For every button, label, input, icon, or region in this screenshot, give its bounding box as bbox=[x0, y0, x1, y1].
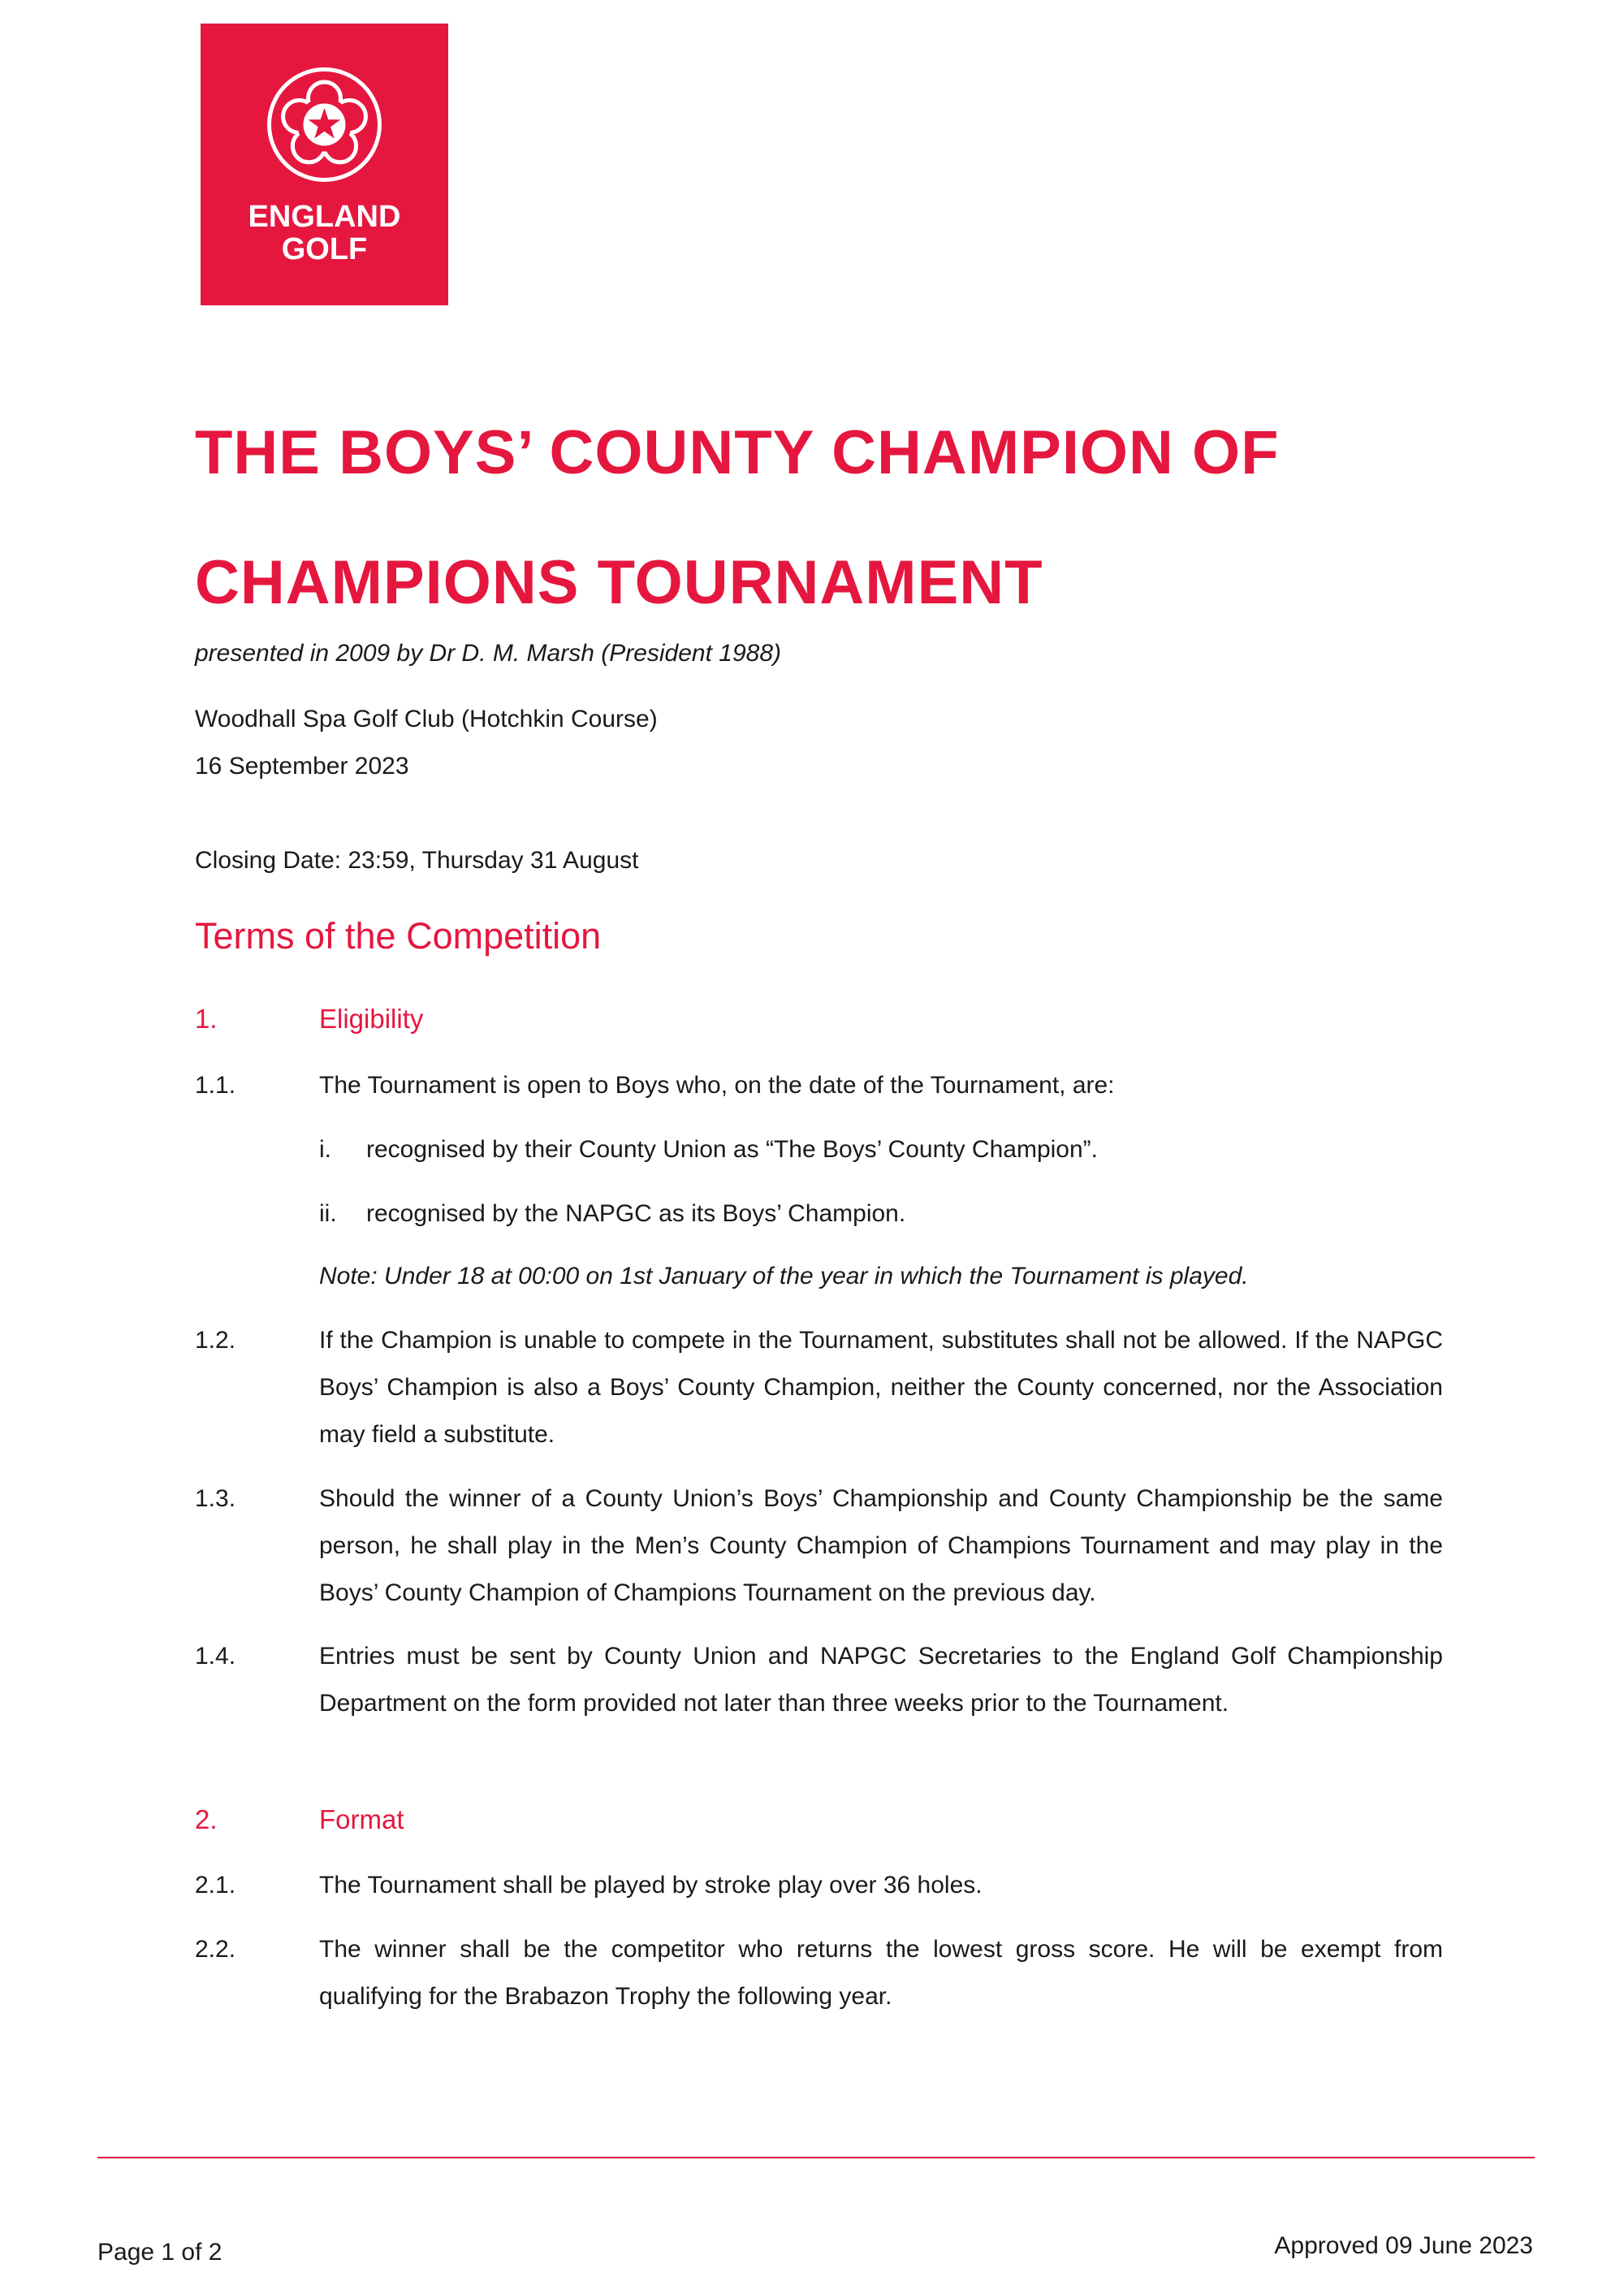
logo-text-line1: ENGLAND bbox=[248, 200, 401, 234]
list-item: recognised by their County Union as “The Boys’ County Champion”. bbox=[366, 1136, 1098, 1163]
approval-date: Approved 09 June 2023 bbox=[1274, 2232, 1533, 2259]
clause-text: The Tournament shall be played by stroke play over 36 holes. bbox=[319, 1872, 983, 1899]
venue: Woodhall Spa Golf Club (Hotchkin Course) bbox=[195, 706, 658, 732]
section-number: 2. bbox=[195, 1804, 218, 1834]
clause-text: The Tournament is open to Boys who, on the date of the Tournament, are: bbox=[319, 1072, 1115, 1099]
list-marker: i. bbox=[319, 1136, 331, 1163]
clause-text: Should the winner of a County Union’s Boys’ Championship and County Championship be the same person, he shall play in the Men’s County Champion of Champions Tournament and may play in the Boys’ County Champion of Champions Tournament on the previous day. bbox=[319, 1485, 1443, 1606]
footer-divider bbox=[97, 2157, 1535, 2158]
closing-date: Closing Date: 23:59, Thursday 31 August bbox=[195, 847, 639, 874]
england-golf-logo bbox=[201, 24, 448, 305]
clause-text: The winner shall be the competitor who returns the lowest gross score. He will be exempt from qualifying for the Brabazon Trophy the following year. bbox=[319, 1936, 1443, 2010]
age-note: Note: Under 18 at 00:00 on 1st January of the year in which the Tournament is played. bbox=[319, 1263, 1249, 1290]
clause-text: If the Champion is unable to compete in the Tournament, substitutes shall not be allowed. If the NAPGC Boys’ Champion is also a Boys’ County Champion, neither the County concerned, nor the Association may field a substitute. bbox=[319, 1327, 1443, 1448]
page-number: Page 1 of 2 bbox=[97, 2239, 222, 2266]
event-date: 16 September 2023 bbox=[195, 753, 409, 780]
presented-by: presented in 2009 by Dr D. M. Marsh (President 1988) bbox=[195, 640, 782, 667]
clause-number: 1.1. bbox=[195, 1072, 236, 1099]
list-marker: ii. bbox=[319, 1200, 337, 1227]
clause-number: 1.3. bbox=[195, 1485, 236, 1512]
rose-icon bbox=[266, 66, 383, 184]
clause-text: Entries must be sent by County Union and NAPGC Secretaries to the England Golf Championship Department on the form provided not later than three weeks prior to the Tournament. bbox=[319, 1643, 1443, 1717]
clause-number: 1.4. bbox=[195, 1643, 236, 1670]
section-number: 1. bbox=[195, 1004, 218, 1034]
clause-number: 2.2. bbox=[195, 1936, 236, 1963]
list-item: recognised by the NAPGC as its Boys’ Champion. bbox=[366, 1200, 906, 1227]
section-heading-format: Format bbox=[319, 1804, 404, 1834]
section-heading-eligibility: Eligibility bbox=[319, 1004, 424, 1034]
clause-number: 2.1. bbox=[195, 1872, 236, 1899]
document-title: THE BOYS’ COUNTY CHAMPION OF CHAMPIONS TOURNAMENT bbox=[195, 418, 1280, 617]
logo-text-line2: GOLF bbox=[281, 232, 368, 266]
clause-number: 1.2. bbox=[195, 1327, 236, 1354]
terms-heading: Terms of the Competition bbox=[195, 915, 602, 957]
